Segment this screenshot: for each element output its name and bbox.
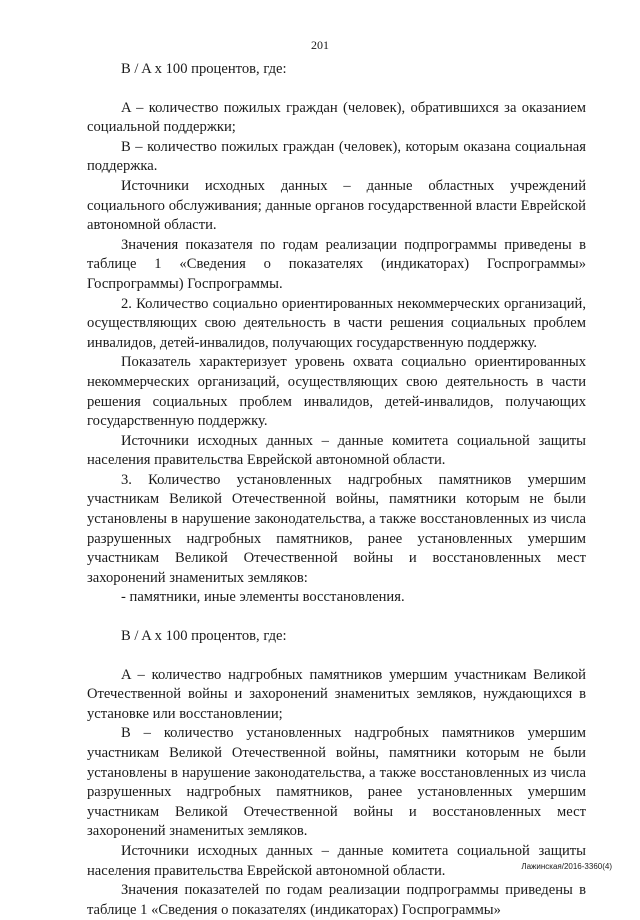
paragraph-indicator-2-description: Показатель характеризует уровень охвата социально ориентированных некоммерческих организаций, осуществляющих свою деятельность в части решения социальных проблем инвалидов, детей-инвалидов, получающих государственную поддержку. [87, 354, 586, 430]
paragraph-indicator-3: 3. Количество установленных надгробных памятников умершим участникам Великой Отечественной войны, памятники которым не были установлены в нарушение законодательства, а также восстановленных из числа разрушенных надгробных памятников, ранее установленных умершим участникам Великой Отечественной войны и восстановленных мест захоронений знаменитых земляков: [87, 471, 586, 586]
spacer [87, 80, 586, 99]
paragraph-b-definition-2: B – количество установленных надгробных памятников умершим участникам Великой Отечественной войны, памятники которым не были установлены в нарушение законодательства, а также восстановленных из числа разрушенных надгробных памятников, ранее установленных умершим участникам Великой Отечественной войны и восстановленных мест захоронений знаменитых земляков. [87, 725, 586, 840]
page-number: 201 [311, 38, 329, 52]
spacer [87, 647, 586, 666]
paragraph-values-2: Значения показателей по годам реализации подпрограммы приведены в таблице 1 «Сведения о показателях (индикаторах) Госпрограммы» [87, 882, 586, 918]
paragraph-indicator-2: 2. Количество социально ориентированных некоммерческих организаций, осуществляющих свою деятельность в части решения социальных проблем инвалидов, детей-инвалидов, получающих государственную поддержку. [87, 295, 586, 351]
paragraph-values-1: Значения показателя по годам реализации подпрограммы приведены в таблице 1 «Сведения о показателях (индикаторах) Госпрограммы» Госпрограммы) Госпрограммы. [87, 236, 586, 292]
paragraph-data-sources-3: Источники исходных данных – данные комитета социальной защиты населения правительства Еврейской автономной области. [87, 842, 586, 879]
paragraph-indicator-3-item: - памятники, иные элементы восстановления. [121, 589, 405, 606]
formula-line-1: B / A х 100 процентов, где: [121, 61, 287, 77]
paragraph-b-definition-1: B – количество пожилых граждан (человек), которым оказана социальная поддержка. [87, 138, 586, 175]
paragraph-a-definition-2: A – количество надгробных памятников умершим участникам Великой Отечественной войны и захоронений знаменитых земляков, нуждающихся в установке или восстановлении; [87, 666, 586, 722]
paragraph-a-definition-1: A – количество пожилых граждан (человек), обратившихся за оказанием социальной поддержки; [87, 99, 586, 136]
footer-document-code: Лажинская/2016-3360(4) [521, 862, 612, 871]
formula-line-2: B / A х 100 процентов, где: [121, 628, 287, 645]
spacer [87, 608, 586, 627]
paragraph-data-sources-1: Источники исходных данных – данные областных учреждений социального обслуживания; данные органов государственной власти Еврейской автономной области. [87, 177, 586, 234]
document-body [87, 60, 586, 920]
paragraph-data-sources-2: Источники исходных данных – данные комитета социальной защиты населения правительства Еврейской автономной области. [87, 432, 586, 469]
